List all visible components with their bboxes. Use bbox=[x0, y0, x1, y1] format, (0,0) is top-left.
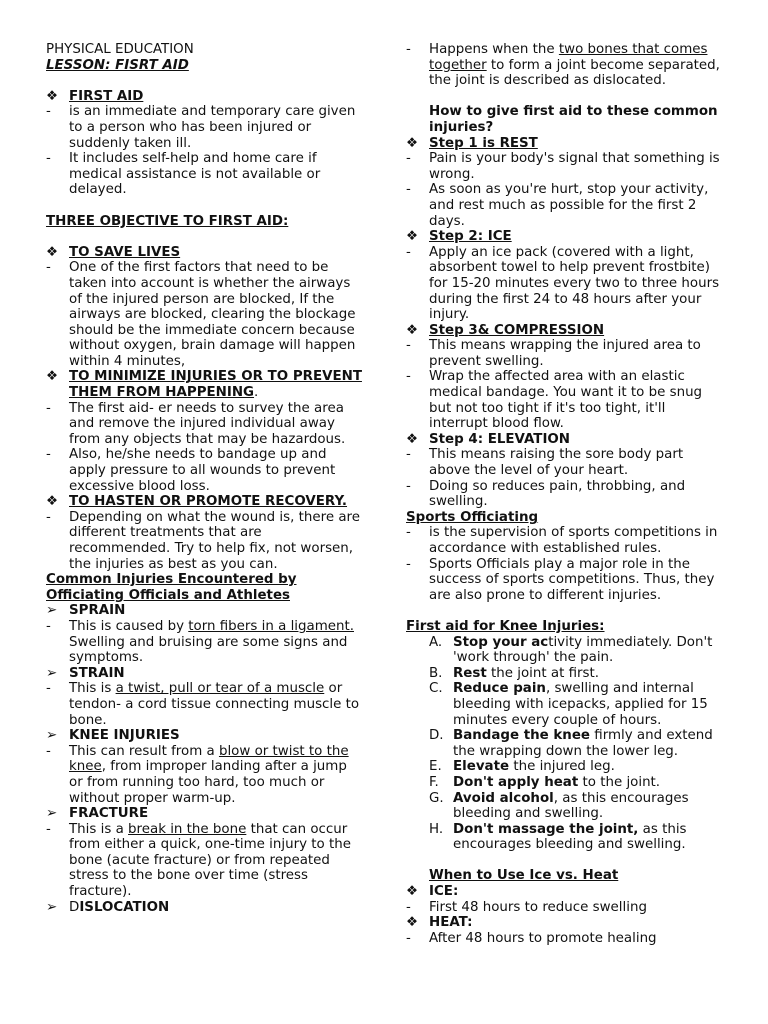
diamond-bullet-icon: ❖ bbox=[46, 88, 59, 104]
list-item: - This means wrapping the injured area to prevent swelling. bbox=[406, 338, 701, 369]
arrow-bullet-icon: ➢ bbox=[46, 665, 58, 681]
ice-vs-heat-heading: When to Use Ice vs. Heat bbox=[429, 868, 619, 884]
left-column bbox=[46, 42, 364, 915]
list-item: - Wrap the affected area with an elastic medical bandage. You want it to be snug but not too tight if it's too tight, it'll interrupt blood flow. bbox=[406, 369, 703, 432]
step-ice: ❖ Step 2: ICE bbox=[406, 229, 512, 245]
knee-first-aid-heading: First aid for Knee Injuries: bbox=[406, 618, 605, 634]
injury-fracture: ➢ FRACTURE bbox=[46, 806, 149, 822]
diamond-outline-bullet-icon: ❖ bbox=[406, 884, 419, 900]
objectives-heading: THREE OBJECTIVE TO FIRST AID: bbox=[46, 213, 289, 229]
list-item: - Depending on what the wound is, there are different treatments that are recommended. Try to help fix, not worsen, the injuries as best as you can. bbox=[46, 509, 360, 572]
heat-label: ❖ HEAT: bbox=[406, 915, 473, 931]
arrow-bullet-icon: ➢ bbox=[46, 806, 58, 822]
diamond-outline-bullet-icon: ❖ bbox=[46, 369, 59, 385]
injury-dislocation: ➢ DISLOCATION bbox=[46, 899, 170, 915]
diamond-outline-bullet-icon: ❖ bbox=[406, 229, 419, 245]
step-elevation: ❖ Step 4: ELEVATION bbox=[406, 431, 571, 447]
list-item: - is an immediate and temporary care given to a person who has been injured or suddenly taken ill. bbox=[46, 104, 356, 151]
list-item: - This is caused by torn fibers in a ligament. Swelling and bruising are some signs and symptoms. bbox=[46, 618, 354, 666]
arrow-bullet-icon: ➢ bbox=[46, 603, 58, 619]
step-compression: ❖ Step 3& COMPRESSION bbox=[406, 322, 605, 338]
step-rest: ❖ Step 1 is REST bbox=[406, 135, 538, 151]
list-item: C. Reduce pain, swelling and internal bleeding with icepacks, applied for 15 minutes every couple of hours. bbox=[429, 681, 708, 728]
lesson-title: LESSON: FISRT AID bbox=[46, 57, 189, 73]
list-item: G. Avoid alcohol, as this encourages bleeding and swelling. bbox=[429, 790, 689, 822]
section-minimize: ❖ TO MINIMIZE INJURIES OR TO PREVENT THEM FROM HAPPENING. bbox=[46, 369, 362, 401]
arrow-bullet-icon: ➢ bbox=[46, 899, 58, 915]
section-hasten: ❖ TO HASTEN OR PROMOTE RECOVERY. bbox=[46, 494, 348, 510]
list-item: - One of the first factors that need to be taken into account is whether the airways of the injured person are blocked, If the airways are blocked, clearing the blockage should be the immediate concern because without oxygen, brain damage will happen within 4 minutes, bbox=[46, 260, 356, 369]
list-item: - Apply an ice pack (covered with a light, absorbent towel to help prevent frostbite) for 15-20 minutes every two to three hours during the first 24 to 48 hours after your injury. bbox=[406, 244, 720, 323]
list-item: - This can result from a blow or twist to the knee, from improper landing after a jump or from running too hard, too much or without proper warm-up. bbox=[46, 743, 349, 806]
diamond-outline-bullet-icon: ❖ bbox=[406, 431, 419, 447]
diamond-bullet-icon: ❖ bbox=[406, 915, 419, 931]
diamond-outline-bullet-icon: ❖ bbox=[406, 135, 419, 151]
list-item: - Doing so reduces pain, throbbing, and swelling. bbox=[406, 478, 686, 510]
list-item: H. Don't massage the joint, as this encourages bleeding and swelling. bbox=[429, 821, 687, 853]
list-item: - Sports Officials play a major role in the success of sports competitions. Thus, they are also prone to different injuries. bbox=[406, 556, 715, 603]
list-item: B. Rest the joint at first. bbox=[429, 665, 600, 681]
diamond-outline-bullet-icon: ❖ bbox=[46, 494, 59, 510]
how-to-heading: How to give first aid to these common injuries? bbox=[429, 104, 718, 135]
common-injuries-heading: Common Injuries Encountered by Officiating Officials and Athletes bbox=[46, 572, 297, 603]
arrow-bullet-icon: ➢ bbox=[46, 728, 58, 744]
diamond-outline-bullet-icon: ❖ bbox=[406, 322, 419, 338]
right-column bbox=[406, 42, 724, 946]
list-item: - As soon as you're hurt, stop your activity, and rest much as possible for the first 2 days. bbox=[406, 182, 709, 229]
list-item: - After 48 hours to promote healing bbox=[406, 930, 657, 946]
list-item: A. Stop your activity immediately. Don't 'work through' the pain. bbox=[429, 634, 713, 666]
list-item: F. Don't apply heat to the joint. bbox=[429, 774, 661, 790]
diamond-outline-bullet-icon: ❖ bbox=[46, 244, 59, 260]
list-item: - Also, he/she needs to bandage up and apply pressure to all wounds to prevent excessive blood loss. bbox=[46, 447, 336, 494]
list-item: - This is a twist, pull or tear of a muscle or tendon- a cord tissue connecting muscle to bone. bbox=[46, 681, 360, 728]
section-save-lives: ❖ TO SAVE LIVES bbox=[46, 244, 181, 260]
list-item: - It includes self-help and home care if medical assistance is not available or delayed. bbox=[46, 151, 321, 198]
subject-title: PHYSICAL EDUCATION bbox=[46, 42, 194, 57]
ice-label: ❖ ICE: bbox=[406, 884, 459, 900]
injury-strain: ➢ STRAIN bbox=[46, 665, 125, 681]
injury-sprain: ➢ SPRAIN bbox=[46, 603, 126, 619]
sports-officiating-heading: Sports Officiating bbox=[406, 509, 539, 525]
injury-knee: ➢ KNEE INJURIES bbox=[46, 728, 180, 744]
list-item: D. Bandage the knee firmly and extend the wrapping down the lower leg. bbox=[429, 728, 713, 759]
list-item: - This is a break in the bone that can occur from either a quick, one-time injury to the bone (acute fracture) or from repeated stress to the bone over time (stress fracture). bbox=[46, 821, 351, 900]
list-item: - is the supervision of sports competitions in accordance with established rules. bbox=[406, 525, 718, 556]
list-item: - Pain is your body's signal that something is wrong. bbox=[406, 151, 720, 182]
list-item: - This means raising the sore body part above the level of your heart. bbox=[406, 447, 684, 479]
list-item: - The first aid- er needs to survey the area and remove the injured individual away from any objects that may be hazardous. bbox=[46, 400, 346, 447]
list-item: - First 48 hours to reduce swelling bbox=[406, 899, 647, 915]
list-item: - Happens when the two bones that comes together to form a joint become separated, the joint is described as dislocated. bbox=[406, 42, 720, 89]
section-first-aid: ❖ FIRST AID bbox=[46, 88, 144, 104]
list-item: E. Elevate the injured leg. bbox=[429, 759, 615, 775]
